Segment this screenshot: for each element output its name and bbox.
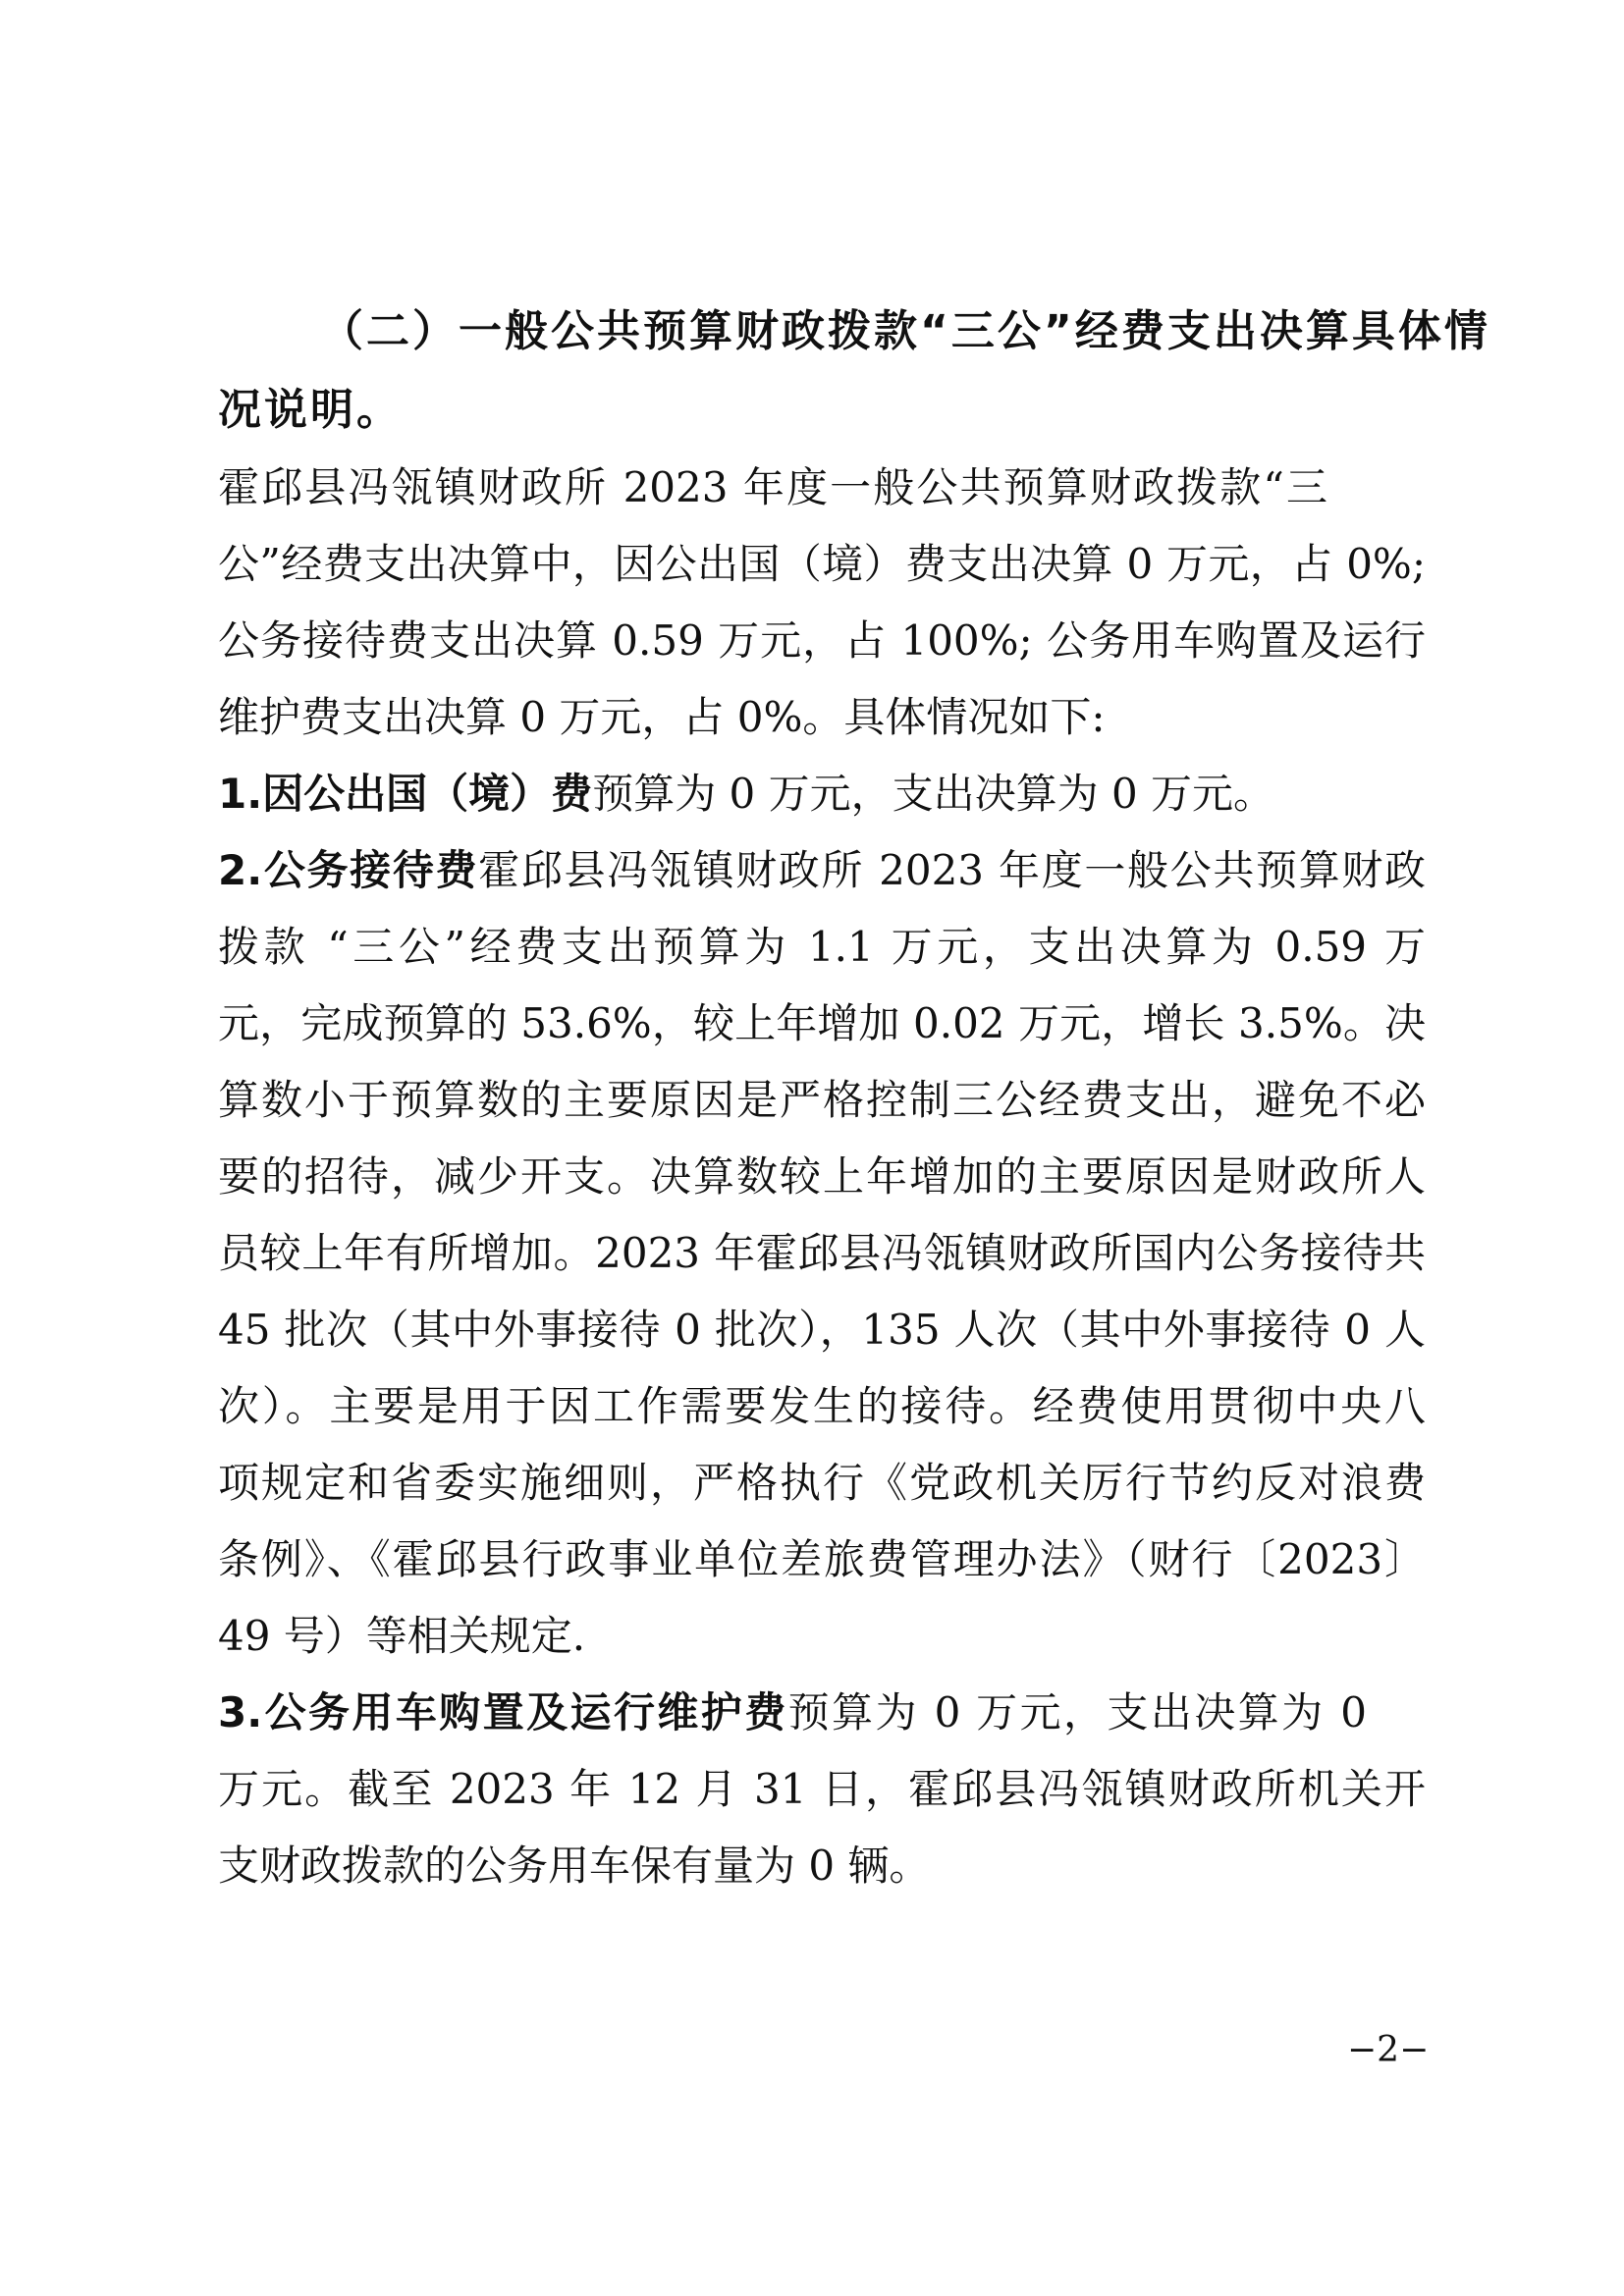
item-2-line-4: 算数小于预算数的主要原因是严格控制三公经费支出，避免不必: [218, 1076, 1426, 1124]
item-3-line-3: 支财政拨款的公务用车保有量为 0 辆。: [218, 1842, 931, 1890]
item-2-line-10: 条例》、《霍邱县行政事业单位差旅费管理办法》（财行〔2023〕: [218, 1535, 1426, 1583]
item-3-line-1: [218, 1675, 1367, 1751]
page-number: −2−: [1347, 2030, 1430, 2070]
section-heading-line-2: 况说明。: [218, 385, 403, 435]
item-3-first-text: 预算为 0 万元，支出决算为 0: [787, 1688, 1368, 1736]
intro-paragraph: [218, 450, 1426, 756]
item-3-lead: 3.公务用车购置及运行维护费: [218, 1688, 788, 1736]
item-2-line-8: 次）。主要是用于因工作需要发生的接待。经费使用贯彻中央八: [218, 1382, 1426, 1430]
item-2-first-text: 霍邱县冯瓴镇财政所 2023 年度一般公共预算财政: [478, 846, 1426, 894]
section-heading-line-1: （二）一般公共预算财政拨款“三公”经费支出决算具体情: [320, 306, 1490, 356]
item-2-line-7: 45 批次（其中外事接待 0 批次），135 人次（其中外事接待 0 人: [218, 1306, 1426, 1354]
intro-line-2: 公”经费支出决算中，因公出国（境）费支出决算 0 万元，占 0%;: [218, 540, 1426, 588]
document-body: [218, 293, 1490, 1904]
item-1-text: 预算为 0 万元，支出决算为 0 万元。: [592, 770, 1275, 818]
item-2-paragraph: [218, 832, 1426, 1675]
item-2-lead: 2.公务接待费: [218, 846, 479, 894]
item-1-lead: 1.因公出国（境）费: [218, 770, 593, 818]
item-2-line-5: 要的招待，减少开支。决算数较上年增加的主要原因是财政所人: [218, 1152, 1426, 1201]
item-2-line-1: [218, 832, 1426, 909]
intro-line-4: 维护费支出决算 0 万元，占 0%。具体情况如下:: [218, 693, 1106, 741]
item-3-line-2: 万元。截至 2023 年 12 月 31 日，霍邱县冯瓴镇财政所机关开: [218, 1765, 1426, 1813]
item-3-paragraph: [218, 1675, 1426, 1904]
item-2-line-3: 元，完成预算的 53.6%，较上年增加 0.02 万元，增长 3.5%。决: [218, 999, 1426, 1047]
intro-line-3: 公务接待费支出决算 0.59 万元，占 100%; 公务用车购置及运行: [218, 616, 1426, 665]
item-2-line-6: 员较上年有所增加。2023 年霍邱县冯瓴镇财政所国内公务接待共: [218, 1229, 1426, 1277]
item-1-paragraph: [218, 756, 1426, 832]
intro-line-1: 霍邱县冯瓴镇财政所 2023 年度一般公共预算财政拨款“三: [218, 463, 1327, 511]
item-2-line-9: 项规定和省委实施细则，严格执行《党政机关厉行节约反对浪费: [218, 1459, 1426, 1507]
item-2-line-2: 拨款 “三公”经费支出预算为 1.1 万元，支出决算为 0.59 万: [218, 923, 1426, 971]
item-2-line-11: 49 号）等相关规定.: [218, 1612, 586, 1660]
